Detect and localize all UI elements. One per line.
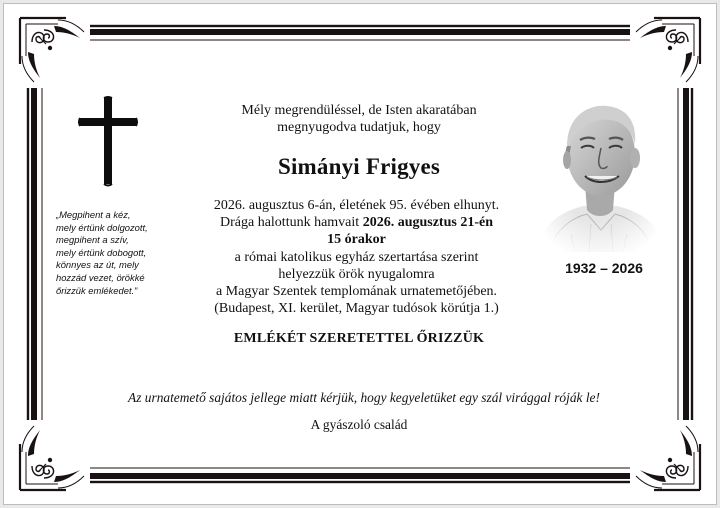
signature: A gyászoló család	[310, 417, 408, 432]
burial-time	[184, 231, 529, 248]
funeral-details	[184, 197, 529, 317]
ceremony-line: a római katolikus egyház szertartása szerint	[234, 249, 479, 265]
life-years: 1932 – 2026	[565, 260, 643, 276]
urn-burial-line	[184, 214, 529, 231]
portrait-photo	[531, 84, 669, 254]
poem-line: „Megpihent a kéz,	[56, 209, 131, 220]
obituary-card	[3, 3, 717, 505]
poem-line: hozzád vezet, örökké	[56, 271, 145, 283]
poem-line: mely értünk dolgozott,	[56, 221, 148, 233]
deceased-name: Simányi Frigyes	[277, 154, 441, 179]
closing-statement: EMLÉKÉT SZERETETTEL ŐRIZZÜK	[233, 331, 485, 346]
intro-line: Mély megrendüléssel, de Isten akaratában	[241, 103, 477, 118]
poem-line: könnyes az út, mely	[56, 259, 139, 271]
latin-cross-icon	[76, 96, 140, 188]
poem-line: őrizzük emlékedet.”	[56, 284, 138, 296]
poem-line: mely értünk dobogott,	[56, 246, 147, 258]
memorial-poem	[56, 209, 184, 297]
urn-burial-text: Drága halottunk hamvait	[220, 215, 363, 231]
intro-line: megnyugodva tudatjuk, hogy	[277, 120, 441, 135]
burial-date: 2026. augusztus 21-én	[362, 215, 493, 231]
announcement-intro	[194, 102, 524, 136]
burial-time-text: 15 órakor	[327, 232, 386, 248]
address-line: (Budapest, XI. kerület, Magyar tudósok körútja 1.)	[214, 301, 499, 317]
flower-request: Az urnatemető sajátos jellege miatt kérjük, hogy kegyeletüket egy szál virággal róják le!	[128, 390, 600, 405]
rest-line: helyezzük örök nyugalomra	[278, 266, 435, 282]
death-date-line: 2026. augusztus 6-án, életének 95. évében elhunyt.	[213, 198, 500, 213]
poem-line: megpihent a szív,	[56, 234, 129, 246]
cemetery-line: a Magyar Szentek templomának urnatemetőjében.	[215, 284, 498, 300]
